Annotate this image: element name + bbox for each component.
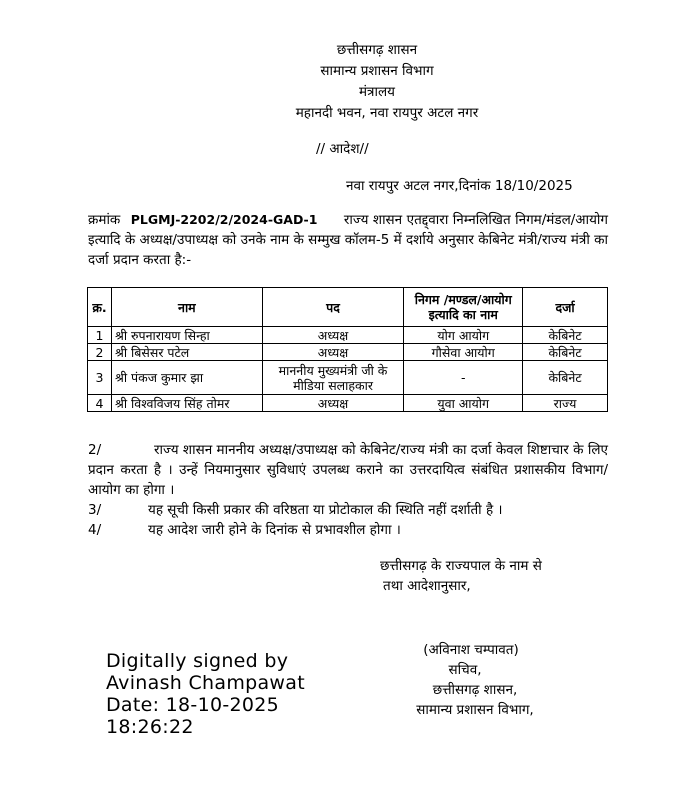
intro-text: राज्य शासन एतद्द्वारा निम्नलिखित निगम/मंडल/आयोग इत्यादि के अध्यक्ष/उपाध्यक्ष को उनके नाम के सम्मुख कॉलम-5 में दर्शाये अनुसार केबिनेट मंत्री/राज्य मंत्री का दर्जा प्रदान करता है:- [88,212,609,268]
table-row [88,327,608,344]
cell-serial: 3 [88,361,112,395]
letterhead [0,40,696,124]
cell-name: श्री पंकज कुमार झा [111,361,262,395]
paragraph-2-text: राज्य शासन माननीय अध्यक्ष/उपाध्यक्ष को केबिनेट/राज्य मंत्री का दर्जा केवल शिष्टाचार के लिए प्रदान करता है । उन्हें नियमानुसार सुविधाएं उपलब्ध कराने का उत्तरदायित्व संबंधित प्रशासकीय विभाग/आयोग का होगा । [88,442,608,498]
paragraph-3-text: यह सूची किसी प्रकार की वरिष्ठता या प्रोटोकाल की स्थिति नहीं दर्शाती है । [148,502,503,518]
paragraph-3 [88,500,608,518]
order-number: PLGMJ-2202/2/2024-GAD-1 [130,212,318,227]
signature-line-1: Digitally signed by [106,650,289,672]
paragraph-2-number: 2/ [88,442,102,458]
cell-status: केबिनेट [523,361,608,395]
signatory-name: (अविनाश चम्पावत) [423,642,519,658]
cell-name: श्री रुपनारायण सिन्हा [111,327,262,344]
signature-line-4: 18:26:22 [106,716,194,738]
officers-table [87,287,608,412]
paragraph-4-text: यह आदेश जारी होने के दिनांक से प्रभावशील होगा । [148,522,401,538]
signature-line-2: Avinash Champawat [106,672,305,694]
govt-name: छत्तीसगढ़ शासन [336,42,418,58]
col-header-serial: क्र. [88,288,112,327]
authority-line-1: छत्तीसगढ़ के राज्यपाल के नाम से [380,558,542,574]
col-header-name: नाम [111,288,262,327]
signature-line-3: Date: 18-10-2025 [106,694,280,716]
signatory-govt: छत्तीसगढ़ शासन, [432,682,518,698]
cell-status: राज्य [523,395,608,412]
cell-status: केबिनेट [523,344,608,361]
table-row [88,361,608,395]
cell-name: श्री विश्वविजय सिंह तोमर [111,395,262,412]
paragraph-4 [88,520,608,538]
digital-signature [106,650,305,738]
table-row [88,395,608,412]
table-row [88,344,608,361]
signatory-dept: सामान्य प्रशासन विभाग, [416,702,534,718]
signatory-designation: सचिव, [448,662,482,678]
signatory-block [380,640,580,720]
cell-body: - [404,361,523,395]
ministry-name: मंत्रालय [358,84,395,100]
cell-name: श्री बिसेसर पटेल [111,344,262,361]
col-header-body: निगम /मण्डल/आयोग इत्यादि का नाम [404,288,523,327]
cell-post: अध्यक्ष [262,344,404,361]
department-name: सामान्य प्रशासन विभाग [320,63,434,79]
cell-serial: 2 [88,344,112,361]
cell-serial: 4 [88,395,112,412]
col-header-post: पद [262,288,404,327]
paragraph-3-number: 3/ [88,502,102,518]
cell-body: गौसेवा आयोग [404,344,523,361]
paragraph-2 [88,440,608,500]
cell-post: माननीय मुख्यमंत्री जी के मीडिया सलाहकार [262,361,404,395]
cell-post: अध्यक्ष [262,327,404,344]
cell-post: अध्यक्ष [262,395,404,412]
order-number-label: क्रमांक [88,212,121,228]
office-address: महानदी भवन, नवा रायपुर अटल नगर [295,105,479,121]
order-title: // आदेश// [316,141,369,157]
cell-body: योग आयोग [404,327,523,344]
authority-block [380,556,542,596]
paragraph-4-number: 4/ [88,522,102,538]
authority-line-2: तथा आदेशानुसार, [383,578,471,594]
col-header-status: दर्जा [523,288,608,327]
table-header-row [88,288,608,327]
cell-body: युवा आयोग [404,395,523,412]
cell-serial: 1 [88,327,112,344]
intro-paragraph [88,210,608,270]
place-date: नवा रायपुर अटल नगर,दिनांक 18/10/2025 [346,178,573,194]
cell-status: केबिनेट [523,327,608,344]
